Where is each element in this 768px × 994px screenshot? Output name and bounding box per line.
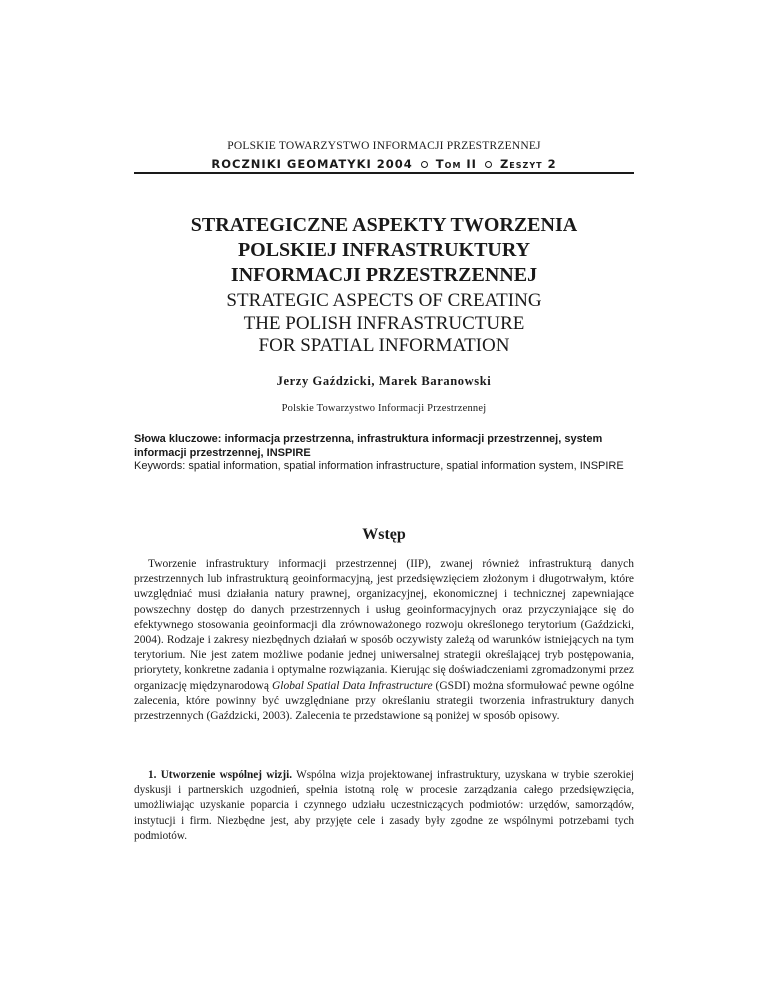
keywords-block	[134, 433, 634, 474]
body-paragraph	[134, 768, 634, 844]
body-paragraph	[134, 557, 634, 724]
title-english-line: STRATEGIC ASPECTS OF CREATING	[226, 290, 542, 311]
section-heading: Wstęp	[362, 526, 406, 543]
title-english-line: THE POLISH INFRASTRUCTURE	[243, 312, 525, 334]
journal-name: ROCZNIKI GEOMATYKI 2004	[211, 157, 413, 171]
paragraph-lead: 1. Utworzenie wspólnej wizji.	[148, 769, 293, 781]
paragraph-italic-text: Global Spatial Data Infrastructure	[271, 679, 433, 692]
journal-header	[0, 157, 768, 171]
title-polish-line: INFORMACJI PRZESTRZENNEJ	[230, 264, 538, 286]
affiliation: Polskie Towarzystwo Informacji Przestrzennej	[281, 403, 487, 414]
paragraph-text: Wspólna wizja projektowanej infrastruktury, uzyskana w trybie szerokiej dyskusji i partnerskich uzgodnień, spełnia istotną rolę w procesie zarządzania całego przedsięwzięcia, umożliwiając uzyskanie poparcia i czynnego udziału uczestniczących podmiotów: urzędów, samorządów, instytucji i firm. Niezbędne jest, aby przyjęte cele i zasady były zgodne ze wspólnymi potrzebami tych podmiotów.	[134, 769, 634, 842]
journal-volume: Tom II	[435, 157, 477, 171]
keywords-polish: Słowa kluczowe: informacja przestrzenna, infrastruktura informacji przestrzennej, system informacji przestrzennej, INSPIRE	[134, 433, 603, 459]
title-english-line: FOR SPATIAL INFORMATION	[258, 335, 510, 356]
title-english	[100, 290, 668, 358]
authors: Jerzy Gaździcki, Marek Baranowski	[276, 374, 492, 388]
paragraph-text: Tworzenie infrastruktury informacji przestrzennej (IIP), zwanej również infrastrukturą danych przestrzennych lub infrastrukturą geoinformacyjną, jest przedsięwzięciem złożonym i długotrwałym, które uwzględniać musi działania natury prawnej, organizacyjnej, ekonomicznej i technicznej zapewniające powszechny dostęp do danych przestrzennych i usług geoinformacyjnych oraz przyczyniające się do efektywnego stosowania geoinformacji dla zrównoważonego rozwoju określonego terytorium (Gaździcki, 2004). Rodzaje i zakresy niezbędnych działań w sposób oczywisty zależą od warunków istniejących na tym terytorium. Nie jest zatem możliwe podanie jednej uniwersalnej strategii określającej tryb postępowania, priorytety, konkretne zadania i optymalne rozwiązania. Kierując się doświadczeniami zgromadzonymi przez organizację międzynarodową	[134, 558, 634, 692]
title-polish-line: POLSKIEJ INFRASTRUKTURY	[237, 239, 531, 261]
title-polish	[100, 213, 668, 288]
title-polish-line: STRATEGICZNE ASPEKTY TWORZENIA	[190, 214, 578, 236]
bullet-icon	[421, 161, 428, 168]
paragraph-text: (GSDI) można sformułować pewne ogólne zalecenia, które powinny być uwzględniane przy określaniu strategii tworzenia infrastruktury danych przestrzennych (Gaździcki, 2003). Zalecenia te przedstawione są poniżej w sposób opisowy.	[134, 679, 634, 723]
society-name: POLSKIE TOWARZYSTWO INFORMACJI PRZESTRZENNEJ	[227, 140, 541, 152]
journal-issue: Zeszyt 2	[499, 157, 557, 171]
bullet-icon	[485, 161, 492, 168]
keywords-english: Keywords: spatial information, spatial information infrastructure, spatial information system, INSPIRE	[134, 460, 624, 472]
header-rule	[134, 172, 634, 174]
